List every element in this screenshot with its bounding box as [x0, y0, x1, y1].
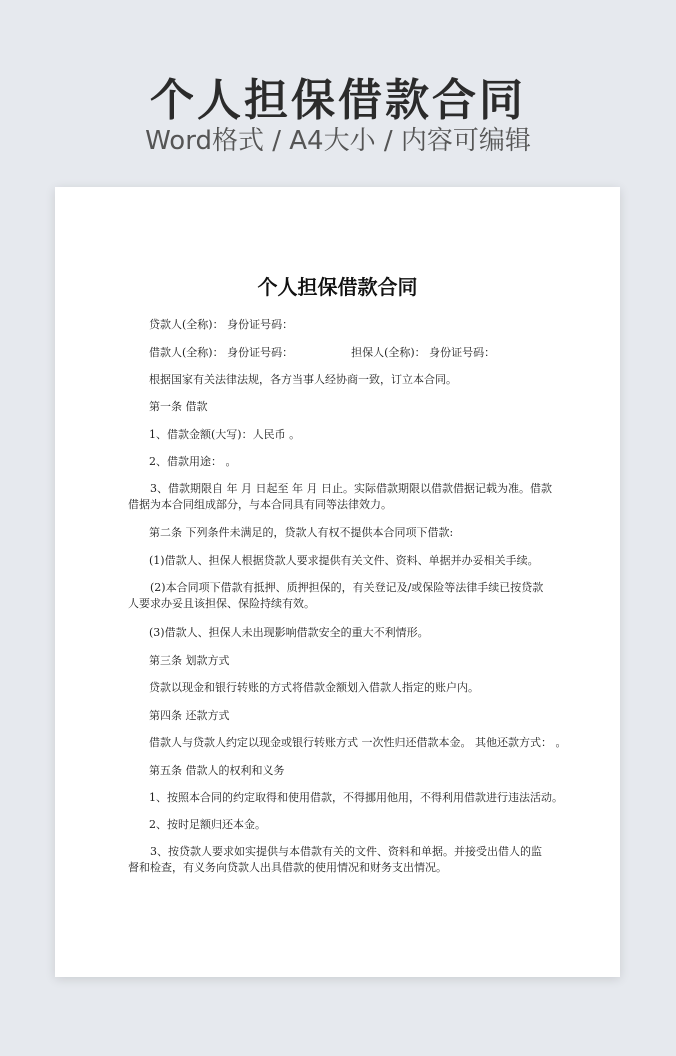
article-5-item-1: 1、按照本合同的约定取得和使用借款，不得挪用他用，不得利用借款进行违法活动。: [149, 791, 563, 804]
borrower-field: 借款人(全称)： 身份证号码：: [149, 346, 294, 359]
banner-title: 个人担保借款合同: [150, 75, 526, 126]
article-3-item-1: 贷款以现金和银行转账的方式将借款金额划入借款人指定的账户内。: [149, 681, 479, 694]
banner-subtitle: Word格式 / A4大小 / 内容可编辑: [145, 126, 531, 156]
article-5-item-2: 2、按时足额归还本金。: [149, 818, 266, 831]
guarantor-field: 担保人(全称)： 身份证号码：: [351, 346, 496, 359]
intro-paragraph: 根据国家有关法律法规，各方当事人经协商一致，订立本合同。: [149, 373, 457, 386]
article-2-item-3: (3)借款人、担保人未出现影响借款安全的重大不利情形。: [149, 626, 429, 639]
article-4-item-1: 借款人与贷款人约定以现金或银行转账方式 一次性归还借款本金。 其他还款方式： 。: [149, 736, 567, 749]
article-1-item-3: 3、借款期限自 年 月 日起至 年 月 日止。实际借款期限以借款借据记载为准。借款借据为本合同组成部分，与本合同具有同等法律效力。: [128, 482, 552, 511]
borrower-guarantor-line: [149, 345, 579, 361]
article-3-title: 第三条 划款方式: [149, 654, 230, 667]
article-4-title: 第四条 还款方式: [149, 709, 230, 722]
article-5-item-3: 3、按贷款人要求如实提供与本借款有关的文件、资料和单据。并接受出借人的监督和检查，有义务向贷款人出具借款的使用情况和财务支出情况。: [128, 845, 542, 874]
document-page: [55, 187, 620, 977]
article-1-item-2: 2、借款用途： 。: [149, 455, 237, 468]
lender-line: 贷款人(全称)： 身份证号码：: [149, 318, 294, 331]
article-1-item-1: 1、借款金额(大写)：人民币 。: [149, 428, 301, 441]
article-5-title: 第五条 借款人的权利和义务: [149, 764, 285, 777]
document-title: 个人担保借款合同: [257, 275, 418, 299]
article-2-item-2: (2)本合同项下借款有抵押、质押担保的，有关登记及/或保险等法律手续已按贷款人要求办妥且该担保、保险持续有效。: [128, 581, 544, 610]
article-1-title: 第一条 借款: [149, 400, 208, 413]
article-2-title: 第二条 下列条件未满足的，贷款人有权不提供本合同项下借款:: [149, 526, 454, 539]
article-2-item-1: (1)借款人、担保人根据贷款人要求提供有关文件、资料、单据并办妥相关手续。: [149, 554, 539, 567]
